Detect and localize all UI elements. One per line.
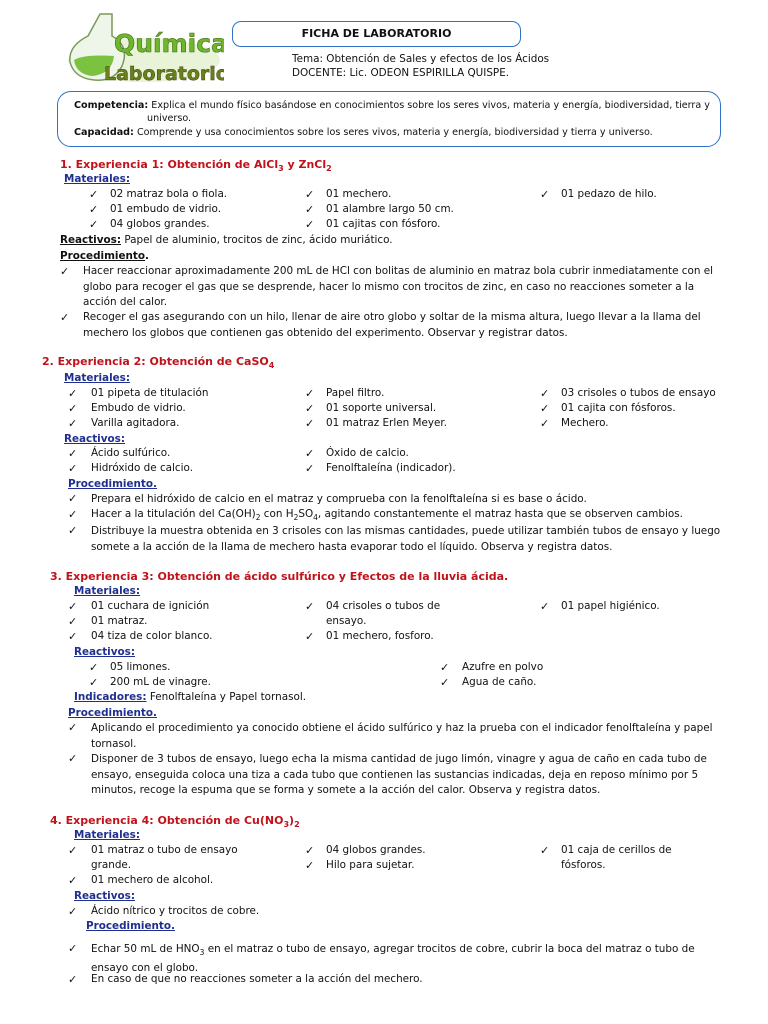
section-title-exp3: 3. Experiencia 3: Obtención de ácido sulfúrico y Efectos de la lluvia ácida.: [50, 570, 509, 583]
check-icon: ✓: [540, 417, 550, 430]
list-item: 200 mL de vinagre.: [110, 676, 211, 688]
check-icon: ✓: [305, 402, 315, 415]
materiales-label: Materiales:: [74, 585, 141, 597]
procedure-step: Prepara el hidróxido de calcio en el matraz y comprueba con la fenolftaleína si es base o ácido.: [91, 493, 587, 505]
list-item-cont: grande.: [91, 859, 132, 871]
list-item: Varilla agitadora.: [91, 417, 180, 429]
check-icon: ✓: [440, 661, 450, 674]
check-icon: ✓: [440, 676, 450, 689]
procedimiento-label: Procedimiento.: [60, 250, 149, 262]
check-icon: ✓: [305, 387, 315, 400]
list-item: 01 mechero de alcohol.: [91, 874, 214, 886]
reactivos-label: Reactivos:: [74, 646, 135, 658]
check-icon: ✓: [68, 417, 78, 430]
check-icon: ✓: [68, 615, 78, 628]
competencia-box: [57, 91, 721, 147]
check-icon: ✓: [68, 942, 78, 955]
check-icon: ✓: [60, 311, 70, 324]
check-icon: ✓: [89, 676, 99, 689]
list-item: 05 limones.: [110, 661, 171, 673]
check-icon: ✓: [68, 387, 78, 400]
materiales-label: Materiales:: [74, 829, 141, 841]
list-item: 03 crisoles o tubos de ensayo: [561, 387, 716, 399]
check-icon: ✓: [68, 492, 78, 505]
check-icon: ✓: [89, 218, 99, 231]
list-item: Ácido nítrico y trocitos de cobre.: [91, 905, 260, 917]
list-item: 01 matraz.: [91, 615, 148, 627]
procedimiento-label: Procedimiento.: [68, 478, 157, 490]
capacidad-label: Capacidad:: [74, 127, 134, 138]
list-item: Embudo de vidrio.: [91, 402, 186, 414]
list-item: 01 cajita con fósforos.: [561, 402, 676, 414]
list-item: 01 caja de cerillos de: [561, 844, 672, 856]
check-icon: ✓: [68, 447, 78, 460]
check-icon: ✓: [68, 721, 78, 734]
reactivos-text: Papel de aluminio, trocitos de zinc, ácido muriático.: [124, 234, 393, 246]
list-item: 01 embudo de vidrio.: [110, 203, 222, 215]
logo-text-quimica: Química: [114, 29, 224, 58]
check-icon: ✓: [305, 630, 315, 643]
check-icon: ✓: [540, 387, 550, 400]
list-item: 04 crisoles o tubos de: [326, 600, 441, 612]
check-icon: ✓: [68, 462, 78, 475]
list-item: Azufre en polvo: [462, 661, 544, 673]
check-icon: ✓: [305, 417, 315, 430]
check-icon: ✓: [68, 630, 78, 643]
procedure-step: Hacer a la titulación del $Ca(OH)_2$ con $H_2SO_4$, agitando constantemente el matraz hasta que se observen cambios.: [91, 508, 683, 523]
list-item: 01 soporte universal.: [326, 402, 437, 414]
check-icon: ✓: [68, 508, 78, 521]
reactivos-label: Reactivos:: [74, 890, 135, 902]
docente-text: DOCENTE: Lic. ODEON ESPIRILLA QUISPE.: [292, 67, 510, 79]
list-item: 01 mechero, fosforo.: [326, 630, 434, 642]
list-item: Ácido sulfúrico.: [91, 447, 171, 459]
list-item: 04 tiza de color blanco.: [91, 630, 213, 642]
check-icon: ✓: [89, 188, 99, 201]
check-icon: ✓: [60, 265, 70, 278]
check-icon: ✓: [68, 752, 78, 765]
check-icon: ✓: [68, 402, 78, 415]
competencia-row: [74, 100, 710, 111]
list-item: 01 alambre largo 50 cm.: [326, 203, 454, 215]
check-icon: ✓: [305, 600, 315, 613]
list-item: Hilo para sujetar.: [326, 859, 415, 871]
reactivos-label: Reactivos:: [60, 234, 121, 246]
list-item: 01 matraz o tubo de ensayo: [91, 844, 238, 856]
reactivos-row: [60, 234, 393, 246]
check-icon: ✓: [305, 203, 315, 216]
procedure-step: Recoger el gas asegurando con un hilo, llenar de aire otro globo y soltar de la misma altura, luego llevar a la llama del mechero los globos que contienen gas obtenido del experimento. Observar y registrar datos.: [83, 311, 701, 339]
procedure-step: Aplicando el procedimiento ya conocido obtiene el ácido sulfúrico y haz la prueba con el indicador fenolftaleína y papel tornasol.: [91, 722, 713, 750]
header-info: [292, 52, 549, 80]
check-icon: ✓: [68, 844, 78, 857]
check-icon: ✓: [305, 859, 315, 872]
check-icon: ✓: [540, 402, 550, 415]
check-icon: ✓: [305, 218, 315, 231]
check-icon: ✓: [305, 462, 315, 475]
check-icon: ✓: [540, 188, 550, 201]
procedure-step: Disponer de 3 tubos de ensayo, luego echa la misma cantidad de jugo limón, vinagre y agua de caño en cada tubo de ensayo, enseguida coloca una tiza a cada tubo que contienen las sustancias indicadas, deja en reposo mínimo por 5 minutos, recoge la espuma que se forma y somete a la acción del calor. Observa y registra datos.: [91, 753, 707, 796]
list-item: 04 globos grandes.: [110, 218, 210, 230]
check-icon: ✓: [89, 661, 99, 674]
tema-text: Tema: Obtención de Sales y efectos de los Ácidos: [292, 53, 550, 65]
procedure-step: Hacer reaccionar aproximadamente 200 mL de HCl con bolitas de aluminio en matraz bola cubrir inmediatamente con el globo para recoger el gas que se desprende, hacer lo mismo con trocitos de zinc, en caso no reacciones someter a la acción del calor.: [83, 265, 714, 308]
capacidad-text: Comprende y usa conocimientos sobre los seres vivos, materia y energía, biodiversidad y tierra y universo.: [136, 127, 653, 138]
check-icon: ✓: [540, 600, 550, 613]
check-icon: ✓: [540, 844, 550, 857]
list-item: Fenolftaleína (indicador).: [326, 462, 456, 474]
indicadores-row: [74, 691, 306, 703]
list-item: 04 globos grandes.: [326, 844, 426, 856]
list-item: 01 matraz Erlen Meyer.: [326, 417, 448, 429]
quimica-laboratorio-logo: [64, 8, 224, 90]
check-icon: ✓: [68, 973, 78, 986]
list-item-cont: ensayo.: [326, 615, 367, 627]
check-icon: ✓: [68, 874, 78, 887]
procedimiento-label: Procedimiento.: [86, 920, 175, 932]
check-icon: ✓: [305, 844, 315, 857]
logo-text-laboratorio: Laboratorio: [104, 63, 224, 85]
indicadores-label: Indicadores:: [74, 691, 147, 703]
list-item: Agua de caño.: [462, 676, 537, 688]
list-item-cont: fósforos.: [561, 859, 606, 871]
section-title-exp1: 1. Experiencia 1: Obtención de AlCl$_3$ y ZnCl$_2$: [60, 158, 332, 174]
list-item: 01 pedazo de hilo.: [561, 188, 657, 200]
check-icon: ✓: [68, 905, 78, 918]
materiales-label: Materiales:: [64, 372, 131, 384]
list-item: 02 matraz bola o fiola.: [110, 188, 228, 200]
procedure-step: En caso de que no reacciones someter a la acción del mechero.: [91, 973, 423, 985]
materiales-label: Materiales:: [64, 173, 131, 185]
reactivos-label: Reactivos:: [64, 433, 125, 445]
competencia-text: Explica el mundo físico basándose en conocimientos sobre los seres vivos, materia y energía, biodiversidad, tierra y: [151, 100, 710, 111]
list-item: Mechero.: [561, 417, 609, 429]
list-item: Hidróxido de calcio.: [91, 462, 194, 474]
list-item: 01 pipeta de titulación: [91, 387, 209, 399]
procedure-step: Distribuye la muestra obtenida en 3 crisoles con las mismas cantidades, puede utilizar también tubos de ensayo y luego somete a la acción de la llama de mechero hasta evaporar todo el líquido. Observa y registra datos.: [91, 525, 721, 553]
competencia-text-cont: universo.: [147, 113, 192, 124]
procedure-step: Echar 50 mL de $HNO_3$ en el matraz o tubo de ensayo, agregar trocitos de cobre, cubrir la boca del matraz o tubo de ensayo con el globo.: [91, 943, 695, 974]
check-icon: ✓: [89, 203, 99, 216]
check-icon: ✓: [68, 524, 78, 537]
check-icon: ✓: [305, 447, 315, 460]
list-item: Óxido de calcio.: [326, 447, 409, 459]
check-icon: ✓: [68, 600, 78, 613]
section-title-exp4: 4. Experiencia 4: Obtención de $Cu(NO_3)_2$: [50, 814, 300, 830]
list-item: 01 cajitas con fósforo.: [326, 218, 441, 230]
competencia-label: Competencia:: [74, 100, 149, 111]
list-item: 01 mechero.: [326, 188, 392, 200]
section-title-exp2: 2. Experiencia 2: Obtención de CaSO$_4$: [42, 355, 275, 371]
list-item: 01 cuchara de ignición: [91, 600, 210, 612]
capacidad-row: [74, 127, 653, 138]
list-item: Papel filtro.: [326, 387, 385, 399]
procedimiento-label: Procedimiento.: [68, 707, 157, 719]
indicadores-text: Fenolftaleína y Papel tornasol.: [149, 691, 307, 703]
page-title: FICHA DE LABORATORIO: [232, 21, 521, 47]
check-icon: ✓: [305, 188, 315, 201]
list-item: 01 papel higiénico.: [561, 600, 660, 612]
